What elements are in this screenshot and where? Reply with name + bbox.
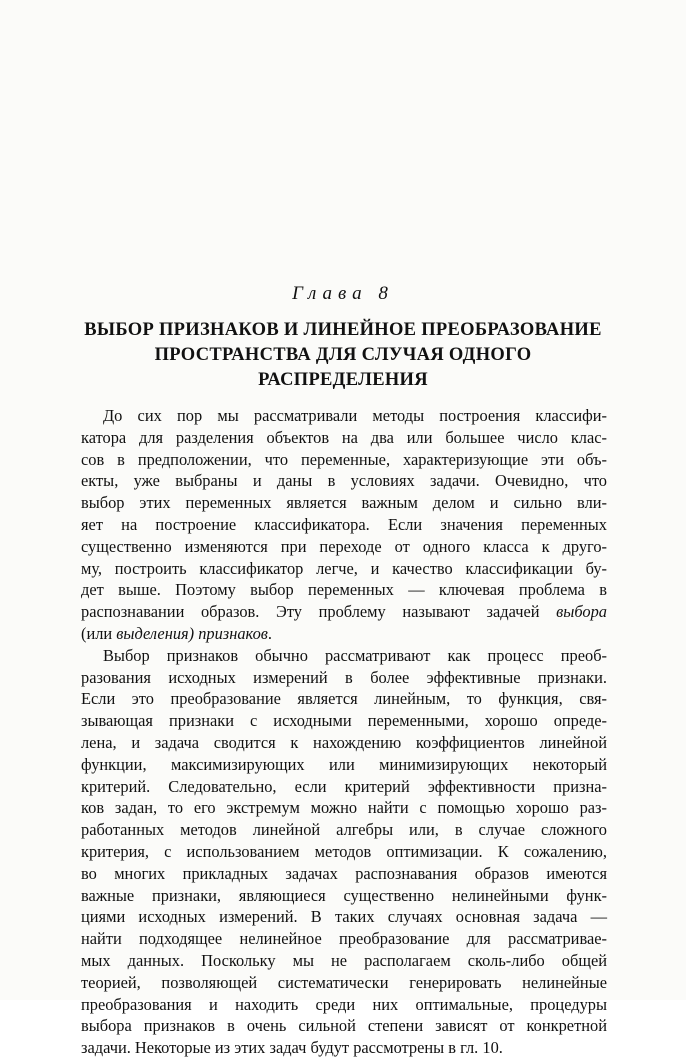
chapter-title-line: ПРОСТРАНСТВА ДЛЯ СЛУЧАЯ ОДНОГО [154, 345, 532, 365]
italic-term: выделения) [116, 623, 195, 643]
text-line: важные признаки, являющиеся существенно нелинейными функ- [81, 885, 607, 905]
italic-term: выбора [556, 602, 607, 622]
chapter-title-line: ВЫБОР ПРИЗНАКОВ И ЛИНЕЙНОЕ ПРЕОБРАЗОВАНИЕ [84, 320, 602, 340]
text-line: Выбор признаков обычно рассматривают как процесс преоб- [103, 645, 607, 665]
chapter-title-line: РАСПРЕДЕЛЕНИЯ [258, 370, 428, 390]
text-line: разования исходных измерений в более эффективные признаки. [81, 667, 607, 687]
text-line: До сих пор мы рассматривали методы построения классифи- [103, 406, 607, 425]
text-line: катора для разделения объектов на два или большее число клас- [81, 427, 607, 447]
text-line: во многих прикладных задачах распознавания образов имеются [81, 863, 607, 883]
text-line: теорией, позволяющей систематически генерировать нелинейные [81, 972, 607, 992]
text-line: мых данных. Поскольку мы не располагаем сколь-либо общей [81, 950, 607, 970]
text-line: Если это преобразование является линейным, то функция, свя- [81, 689, 607, 709]
text-line: циями исходных измерений. В таких случаях основная задача — [81, 907, 607, 927]
text-line: выбор этих переменных является важным делом и сильно вли- [81, 493, 607, 513]
text-line: преобразования и находить среди них оптимальные, процедуры [81, 994, 607, 1014]
text-line: сов в предположении, что переменные, характеризующие эти объ- [81, 449, 607, 469]
text-fragment: (или [81, 623, 113, 643]
text-line: ков задан, то его экстремум можно найти с помощью хорошо раз- [81, 798, 607, 818]
text-line: существенно изменяются при переходе от одного класса к друго- [81, 536, 607, 556]
text-line: выбора признаков в очень сильной степени зависят от конкретной [81, 1016, 607, 1036]
chapter-title [40, 318, 646, 393]
text-line: лена, и задача сводится к нахождению коэффициентов линейной [81, 732, 607, 752]
text-line: критерий. Следовательно, если критерий эффективности призна- [81, 776, 607, 796]
text-fragment: . [267, 623, 272, 643]
text-line: екты, уже выбраны и даны в условиях задачи. Очевидно, что [81, 471, 607, 491]
text-line: задачи. Некоторые из этих задач будут рассмотрены в гл. 10. [81, 1038, 503, 1058]
body-text [81, 405, 607, 1059]
text-line: яет на построение классификатора. Если значения переменных [81, 514, 607, 534]
text-line [81, 623, 607, 645]
text-line: зывающая признаки с исходными переменными, хорошо опреде- [81, 711, 607, 731]
chapter-label: Глава 8 [292, 283, 394, 304]
text-line: найти подходящее нелинейное преобразование для рассматривае- [81, 929, 607, 949]
text-line: функции, максимизирующих или минимизирующих некоторый [81, 754, 607, 774]
italic-term: признаков [198, 623, 268, 643]
text-line: работанных методов линейной алгебры или, в случае сложного [81, 820, 607, 840]
text-line: критерия, с использованием методов оптимизации. К сожалению, [81, 841, 607, 861]
text-line: му, построить классификатор легче, и качество классификации бу- [81, 558, 607, 578]
text-fragment: распознавании образов. Эту проблему называют задачей [81, 602, 540, 622]
text-line [81, 601, 607, 623]
text-line: дет выше. Поэтому выбор переменных — ключевая проблема в [81, 580, 607, 600]
